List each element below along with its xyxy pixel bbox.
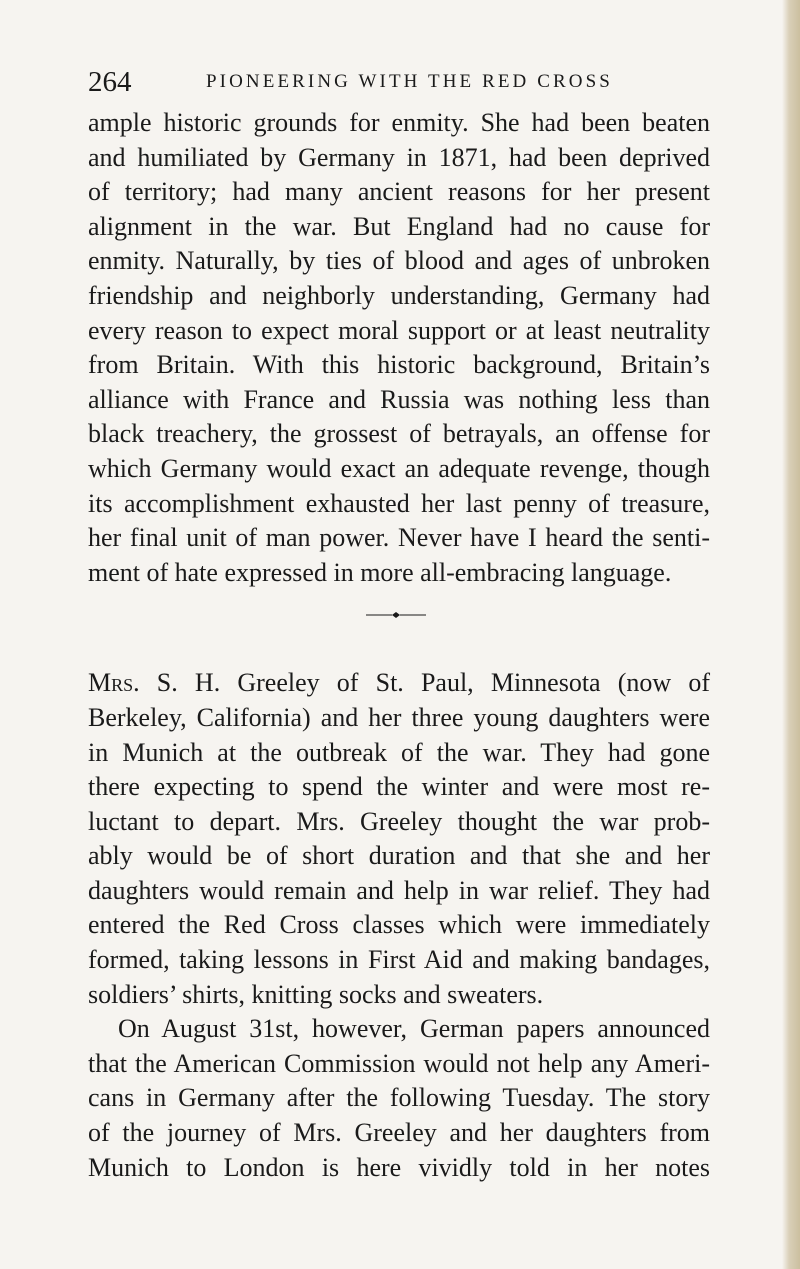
text-line: and humiliated by Germany in 1871, had been deprived	[88, 142, 710, 172]
text-line: her final unit of man power. Never have I heard the senti-	[88, 523, 710, 553]
text-line: there expecting to spend the winter and were most re-	[88, 772, 710, 802]
text-line: enmity. Naturally, by ties of blood and ages of unbroken	[88, 246, 710, 276]
text-line: of territory; had many ancient reasons for her present	[88, 177, 710, 207]
text-line: which Germany would exact an adequate revenge, though	[88, 453, 710, 483]
text-line: ample historic grounds for enmity. She had been beaten	[88, 108, 710, 137]
text-line: formed, taking lessons in First Aid and making bandages,	[88, 945, 710, 975]
page-number: 264	[88, 66, 132, 98]
text-line: Berkeley, California) and her three young daughters were	[88, 702, 710, 732]
text-line: On August 31st, however, German papers announced	[118, 1014, 710, 1044]
text-line: ably would be of short duration and that she and her	[88, 841, 710, 871]
text-line: soldiers’ shirts, knitting socks and sweaters.	[88, 979, 544, 1009]
running-header	[88, 62, 710, 102]
section-break	[88, 590, 710, 666]
text-line: friendship and neighborly understanding, Germany had	[88, 280, 710, 310]
text-line: Munich to London is here vividly told in her notes	[88, 1152, 710, 1182]
text-line: in Munich at the outbreak of the war. They had gone	[88, 737, 710, 767]
diamond-rule-icon	[366, 610, 426, 620]
text-line: black treachery, the grossest of betrayals, an offense for	[88, 419, 710, 449]
text-line: that the American Commission would not help any Ameri-	[88, 1048, 710, 1078]
text-line: of the journey of Mrs. Greeley and her daughters from	[88, 1118, 710, 1148]
text-line-rest: S. H. Greeley of St. Paul, Minnesota (now of	[139, 668, 710, 698]
text-line: alignment in the war. But England had no cause for	[88, 211, 710, 241]
text-line: daughters would remain and help in war relief. They had	[88, 875, 710, 905]
text-line: cans in Germany after the following Tuesday. The story	[88, 1083, 710, 1113]
text-line: entered the Red Cross classes which were immediately	[88, 910, 710, 940]
text-line: luctant to depart. Mrs. Greeley thought the war prob-	[88, 806, 710, 836]
text-line: every reason to expect moral support or at least neutrality	[88, 315, 710, 345]
text-line: from Britain. With this historic background, Britain’s	[88, 350, 710, 380]
body-text	[88, 106, 710, 1185]
lead-smallcaps: Mrs.	[88, 668, 140, 698]
text-line: its accomplishment exhausted her last penny of treasure,	[88, 488, 710, 518]
text-line: alliance with France and Russia was nothing less than	[88, 384, 710, 414]
page-edge-shadow	[782, 0, 800, 1269]
text-line: ment of hate expressed in more all-embracing language.	[88, 557, 672, 587]
text-line	[88, 666, 710, 701]
running-title: PIONEERING WITH THE RED CROSS	[206, 71, 613, 92]
